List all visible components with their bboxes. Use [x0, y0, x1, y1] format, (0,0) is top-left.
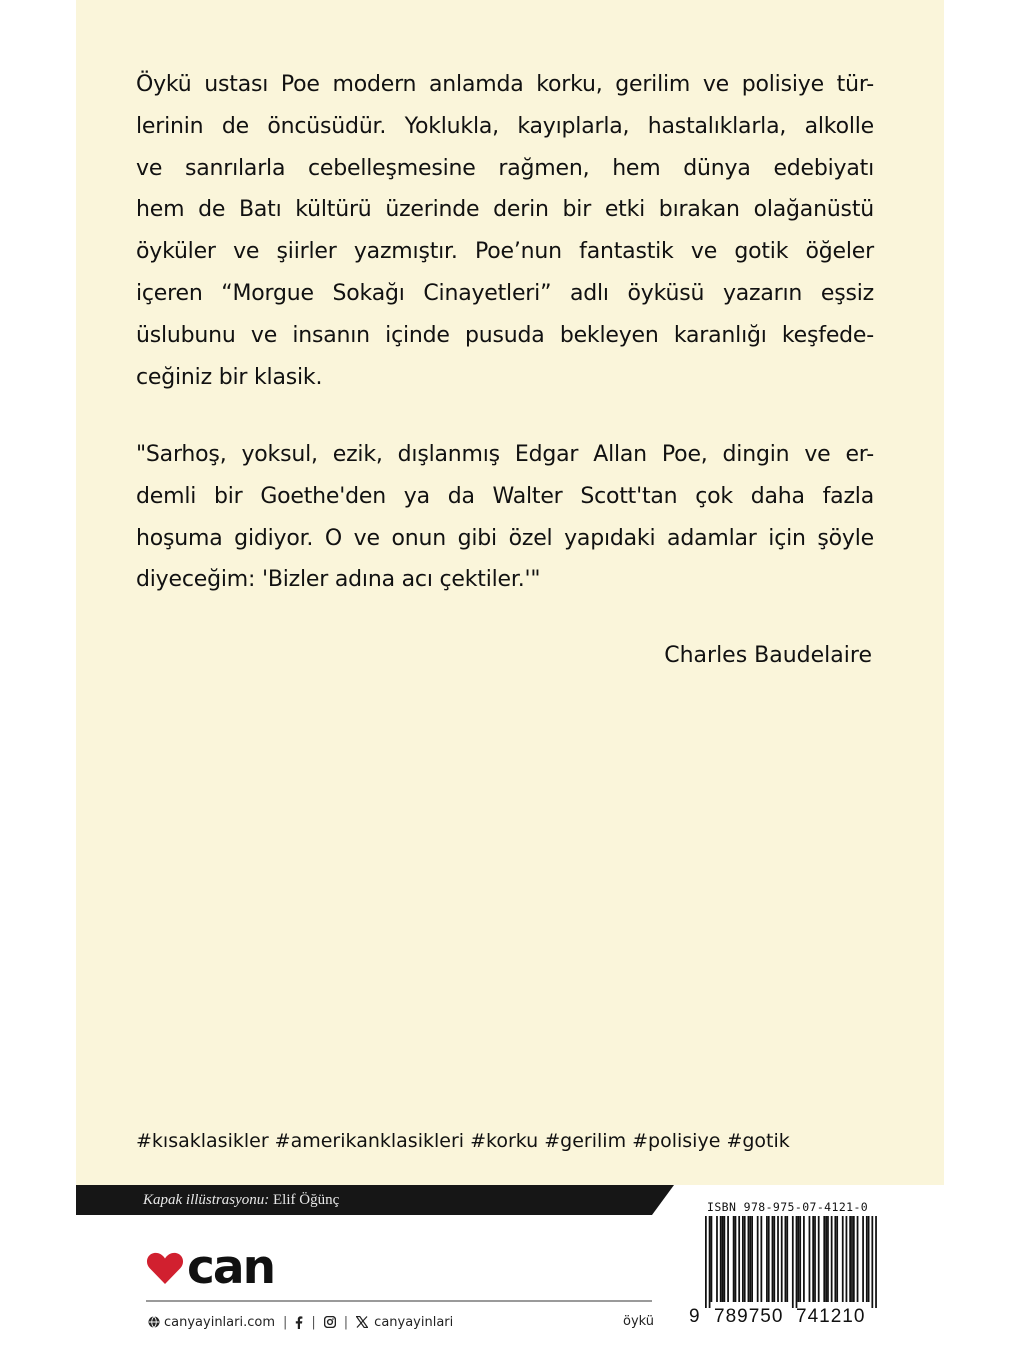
- barcode-bar: [777, 1216, 779, 1302]
- barcode-digit-first: 9: [689, 1306, 701, 1327]
- barcode-bar: [851, 1216, 853, 1302]
- barcode-bar: [722, 1216, 724, 1302]
- barcode-bar: [814, 1216, 816, 1302]
- barcode-digits-left: 789750: [714, 1306, 784, 1327]
- separator: |: [343, 1314, 349, 1330]
- text-line: öyküler ve şiirler yazmıştır. Poe’nun fantastik ve gotik öğeler: [136, 239, 874, 265]
- quote-author: Charles Baudelaire: [664, 643, 872, 668]
- text-line: içeren “Morgue Sokağı Cinayetleri” adlı öyküsü yazarın eşsiz: [136, 280, 874, 306]
- social-handle[interactable]: canyayinlari: [374, 1314, 454, 1330]
- x-icon[interactable]: [356, 1316, 368, 1328]
- barcode-bar: [799, 1216, 801, 1302]
- facebook-icon[interactable]: [295, 1316, 303, 1329]
- barcode-bar: [768, 1216, 770, 1302]
- barcode-bar: [818, 1216, 820, 1302]
- barcode-bar: [735, 1216, 737, 1302]
- barcode-bar: [781, 1216, 783, 1302]
- barcode-bar: [834, 1216, 836, 1302]
- barcode-bar: [812, 1216, 814, 1302]
- barcode-bar: [709, 1216, 711, 1308]
- barcode-bar: [744, 1216, 746, 1302]
- text-line: "Sarhoş, yoksul, ezik, dışlanmış Edgar Allan Poe, dingin ve er-: [136, 442, 874, 467]
- globe-icon: [148, 1316, 160, 1328]
- separator: |: [311, 1314, 316, 1330]
- barcode-bar: [742, 1216, 744, 1302]
- barcode-bar: [716, 1216, 718, 1302]
- website-link[interactable]: canyayinlari.com: [164, 1314, 275, 1330]
- barcode-bar: [831, 1216, 833, 1302]
- text-line: ve sanrılarla cebelleşmesine rağmen, hem dünya edebiyatı: [136, 155, 874, 181]
- barcode-bar: [868, 1216, 870, 1302]
- barcode-bar: [749, 1216, 751, 1302]
- description-paragraph: [136, 64, 874, 398]
- quote-paragraph: [136, 434, 874, 601]
- illustration-credit: [143, 1189, 339, 1211]
- text-line: demli bir Goethe'den ya da Walter Scott'tan çok daha fazla: [136, 483, 874, 509]
- barcode-bar: [857, 1216, 859, 1302]
- barcode-bar: [827, 1216, 829, 1302]
- logo-wordmark: can: [187, 1240, 275, 1295]
- barcode-bar: [785, 1216, 787, 1302]
- barcode-bar: [797, 1216, 799, 1302]
- barcode-bar: [760, 1216, 762, 1302]
- barcode-bar: [871, 1216, 873, 1308]
- barcode-bar: [796, 1216, 798, 1308]
- hashtags: #kısaklasikler #amerikanklasikleri #korku #gerilim #polisiye #gotik: [136, 1130, 790, 1152]
- barcode-bar: [846, 1216, 848, 1302]
- barcode-bar: [748, 1216, 750, 1302]
- barcode-bar: [866, 1216, 868, 1302]
- barcode-bar: [751, 1216, 753, 1302]
- barcode-bar: [766, 1216, 768, 1302]
- divider: [146, 1300, 652, 1302]
- instagram-icon[interactable]: [324, 1316, 336, 1328]
- text-line: hem de Batı kültürü üzerinde derin bir etki bırakan olağanüstü: [136, 197, 874, 223]
- credit-name: Elif Öğünç: [273, 1192, 340, 1208]
- barcode-bar: [875, 1216, 877, 1308]
- barcode-bar: [823, 1216, 825, 1302]
- barcode-bar: [786, 1216, 788, 1302]
- barcode-bar: [836, 1216, 838, 1302]
- barcode-bar: [733, 1216, 735, 1302]
- credit-label: Kapak illüstrasyonu:: [143, 1192, 270, 1208]
- barcode-bar: [842, 1216, 844, 1302]
- barcode-bar: [825, 1216, 827, 1302]
- text-line: Öykü ustası Poe modern anlamda korku, gerilim ve polisiye tür-: [136, 72, 874, 97]
- barcode-bar: [772, 1216, 774, 1302]
- text-line: üslubunu ve insanın içinde pusuda bekleyen karanlığı keşfede-: [136, 322, 874, 348]
- barcode-bar: [723, 1216, 725, 1302]
- barcode-bar: [705, 1216, 707, 1308]
- text-line: ceğiniz bir klasik.: [136, 364, 323, 390]
- text-line: hoşuma gidiyor. O ve onun gibi özel yapıdaki adamlar için şöyle: [136, 525, 874, 551]
- barcode-bar: [738, 1216, 740, 1302]
- barcode-bar: [727, 1216, 729, 1302]
- barcode-bar: [803, 1216, 805, 1302]
- barcode-bar: [757, 1216, 759, 1302]
- barcode-bar: [849, 1216, 851, 1302]
- barcode-bar: [711, 1216, 713, 1302]
- publisher-logo: [146, 1240, 274, 1296]
- barcode-bar: [773, 1216, 775, 1302]
- separator: |: [283, 1314, 288, 1330]
- barcode-digits-right: 741210: [796, 1306, 866, 1327]
- barcode-bar: [862, 1216, 864, 1302]
- isbn-label: ISBN 978-975-07-4121-0: [707, 1200, 869, 1214]
- barcode-bar: [792, 1216, 794, 1308]
- barcode: [705, 1216, 877, 1308]
- heart-icon: [146, 1251, 184, 1285]
- barcode-bar: [809, 1216, 811, 1302]
- publisher-footer: [148, 1311, 654, 1333]
- book-category: öykü: [622, 1314, 654, 1329]
- text-line: diyeceğim: 'Bizler adına acı çektiler.'": [136, 567, 541, 593]
- text-line: lerinin de öncüsüdür. Yoklukla, kayıplarla, hastalıklarla, alkolle: [136, 113, 874, 139]
- barcode-bar: [853, 1216, 855, 1302]
- barcode-bar: [720, 1216, 722, 1302]
